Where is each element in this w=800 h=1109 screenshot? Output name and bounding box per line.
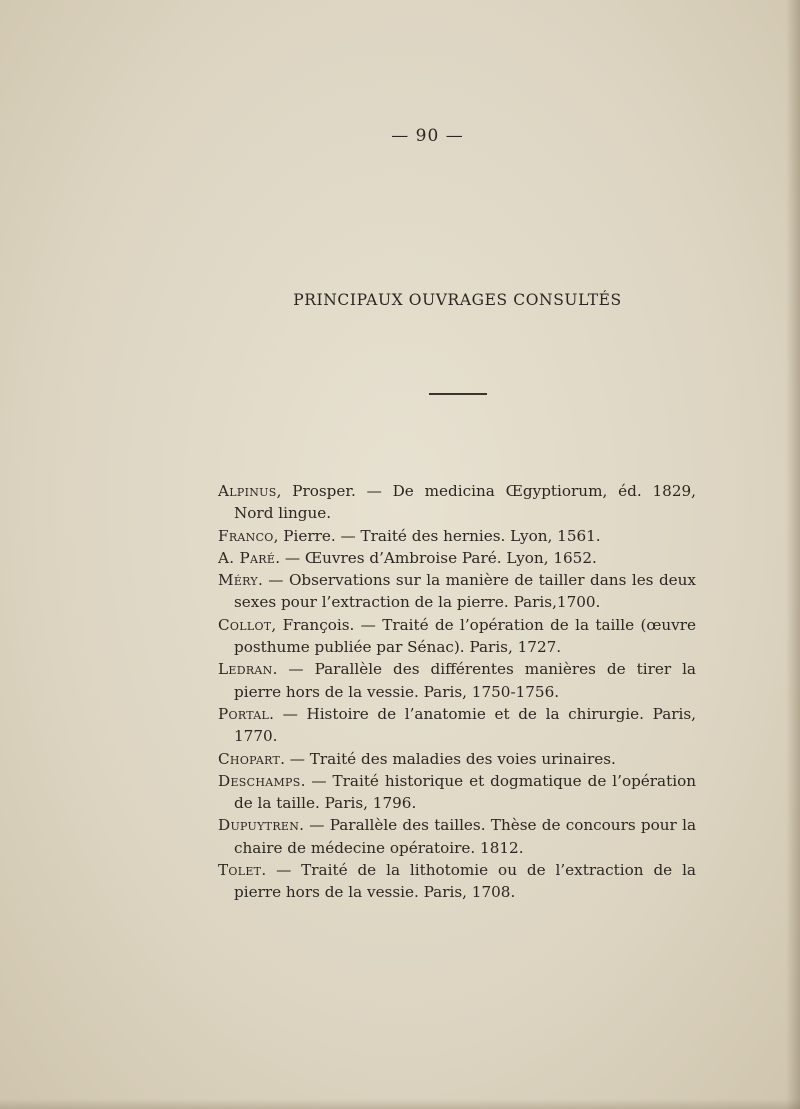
entry-text: . — Traité historique et dogmatique de l’opération de la taille. Paris, 1796. [234,771,696,813]
bibliography-entry [218,569,696,614]
entry-text: . — Traité de la lithotomie ou de l’extraction de la pierre hors de la vessie. Paris, 1708. [234,861,696,902]
bibliography-entry [218,770,696,815]
entry-author: Tolet [218,861,262,880]
entry-author: Portal [218,704,270,723]
entry-text: . — Traité des maladies des voies urinaires. [280,749,616,768]
section-heading: PRINCIPAUX OUVRAGES CONSULTÉS [293,291,622,309]
entry-author: Chopart [218,749,281,768]
entry-author: Deschamps [218,771,301,790]
entry-author: Collot [218,615,272,634]
bibliography-entry [218,703,696,748]
entry-author: Franco [218,526,274,545]
entry-author: Dupuytren [218,816,300,835]
bibliography-entry [218,480,696,525]
entry-author: Alpinus [218,482,277,500]
entry-text: . — Parallèle des différentes manières de tirer la pierre hors de la vessie. Paris, 1750-1756. [234,660,696,701]
bibliography-entry [218,814,696,859]
entry-text: . — Observations sur la manière de tailler dans les deux sexes pour l’extraction de la pierre. Paris,1700. [234,571,696,612]
entry-text: . — Parallèle des tailles. Thèse de concours pour la chaire de médecine opératoire. 1812. [234,816,696,857]
bibliography-entry [218,525,696,547]
entry-author: A. Paré [218,548,276,567]
bibliography-list [218,480,696,904]
entry-author: Ledran [218,660,273,679]
entry-text: , François. — Traité de l’opération de la taille (œuvre posthume publiée par Sénac). Paris, 1727. [234,615,696,657]
bibliography-entry [218,658,696,703]
entry-text: . — Œuvres d’Ambroise Paré. Lyon, 1652. [275,548,597,567]
entry-text: , Prosper. — De medicina Œgyptiorum, éd. 1829, Nord lingue. [234,482,696,523]
page-number: — 90 — [391,126,464,146]
bibliography-entry [218,748,696,770]
bibliography-entry [218,614,696,659]
bibliography-entry [218,859,696,904]
bibliography-entry [218,547,696,569]
heading-divider [429,393,487,395]
entry-author: Méry [218,571,258,590]
page-edge-shadow [786,0,800,1109]
entry-text: . — Histoire de l’anatomie et de la chirurgie. Paris, 1770. [234,704,696,746]
page-bottom-shadow [0,1099,800,1109]
entry-text: , Pierre. — Traité des hernies. Lyon, 1561. [273,526,601,545]
